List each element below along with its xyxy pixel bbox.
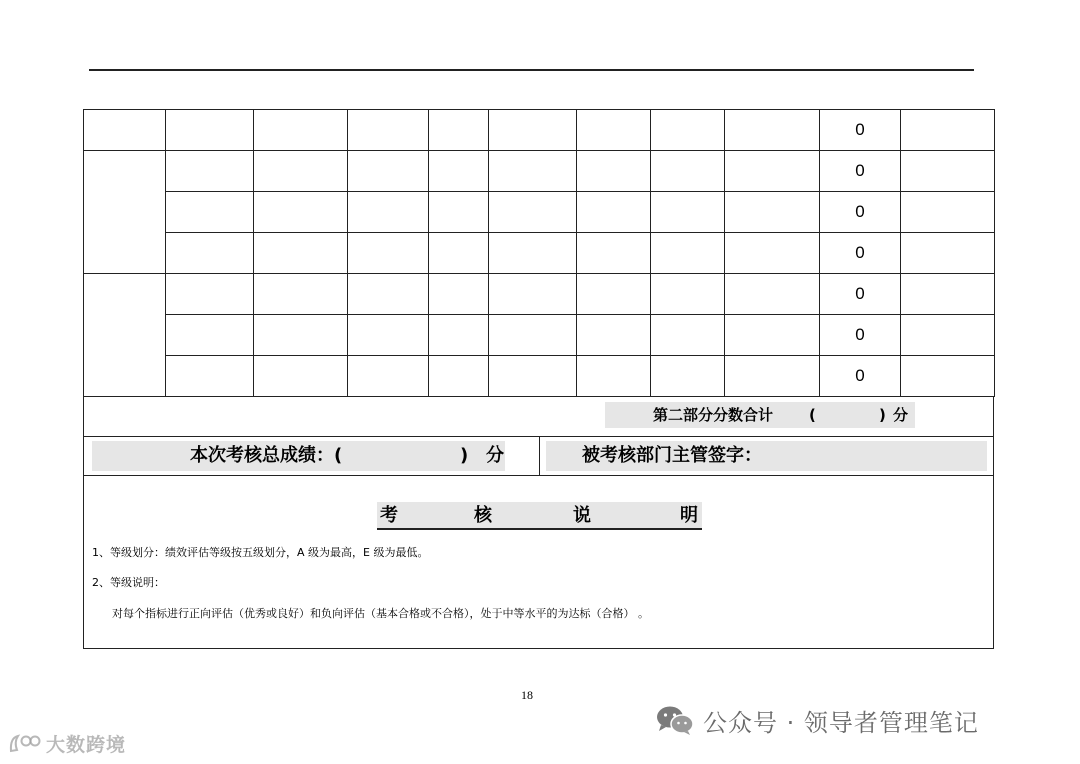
table-cell bbox=[651, 233, 725, 274]
table-cell bbox=[429, 315, 489, 356]
table-cell bbox=[254, 110, 348, 151]
total-close-paren: ) bbox=[460, 445, 469, 466]
table-cell bbox=[254, 356, 348, 397]
table-row bbox=[84, 315, 995, 356]
table-cell bbox=[254, 233, 348, 274]
table-row bbox=[84, 151, 995, 192]
subtotal-open-paren: ( bbox=[809, 406, 816, 424]
table-cell bbox=[651, 192, 725, 233]
table-cell bbox=[348, 315, 429, 356]
table-cell bbox=[489, 110, 577, 151]
table-cell bbox=[429, 192, 489, 233]
table-cell bbox=[166, 315, 254, 356]
table-cell bbox=[429, 233, 489, 274]
score-cell: 0 bbox=[820, 110, 901, 151]
table-cell bbox=[725, 356, 820, 397]
table-cell bbox=[348, 233, 429, 274]
notes-title-char: 考 bbox=[380, 505, 398, 526]
assessment-table bbox=[83, 109, 995, 397]
table-cell bbox=[166, 356, 254, 397]
total-unit: 分 bbox=[486, 445, 504, 466]
table-cell bbox=[166, 110, 254, 151]
table-cell bbox=[651, 315, 725, 356]
watermark-right-text: 公众号 · 领导者管理笔记 bbox=[703, 708, 979, 737]
table-cell bbox=[725, 315, 820, 356]
note-line: 2、等级说明： bbox=[92, 576, 165, 589]
table-cell bbox=[725, 274, 820, 315]
table-cell bbox=[348, 274, 429, 315]
score-cell: 0 bbox=[820, 274, 901, 315]
notes-section bbox=[83, 475, 994, 649]
subtotal-close-paren: ) bbox=[879, 406, 886, 424]
table-cell bbox=[489, 315, 577, 356]
table-cell bbox=[725, 151, 820, 192]
table-cell bbox=[489, 356, 577, 397]
group-cell bbox=[84, 274, 166, 397]
table-cell bbox=[901, 274, 995, 315]
table-cell bbox=[901, 233, 995, 274]
subtotal-label: 第二部分分数合计 bbox=[605, 402, 821, 428]
score-cell: 0 bbox=[820, 356, 901, 397]
table-cell bbox=[254, 151, 348, 192]
table-row bbox=[84, 110, 995, 151]
table-row bbox=[84, 356, 995, 397]
table-cell bbox=[725, 110, 820, 151]
watermark-left bbox=[8, 730, 126, 756]
table-row bbox=[84, 192, 995, 233]
wechat-icon bbox=[655, 704, 695, 736]
table-cell bbox=[901, 356, 995, 397]
score-cell: 0 bbox=[820, 192, 901, 233]
table-cell bbox=[651, 274, 725, 315]
table-cell bbox=[429, 274, 489, 315]
notes-title bbox=[377, 502, 702, 530]
table-cell bbox=[489, 151, 577, 192]
table-row bbox=[84, 274, 995, 315]
table-cell bbox=[651, 356, 725, 397]
table-cell bbox=[254, 274, 348, 315]
table-cell bbox=[577, 151, 651, 192]
table-cell bbox=[577, 192, 651, 233]
signature-field[interactable] bbox=[546, 441, 987, 471]
notes-title-char: 明 bbox=[680, 505, 698, 526]
subtotal-score-field[interactable] bbox=[800, 402, 915, 428]
table-cell bbox=[429, 110, 489, 151]
table-cell bbox=[166, 151, 254, 192]
score-cell: 0 bbox=[820, 151, 901, 192]
table-cell bbox=[348, 151, 429, 192]
header-rule bbox=[89, 69, 974, 71]
table-cell bbox=[166, 192, 254, 233]
page-number: 18 bbox=[521, 688, 533, 702]
table-cell bbox=[651, 110, 725, 151]
group-cell bbox=[84, 151, 166, 274]
table-cell bbox=[725, 192, 820, 233]
table-cell bbox=[348, 110, 429, 151]
table-cell bbox=[901, 151, 995, 192]
table-cell bbox=[489, 192, 577, 233]
subtotal-row bbox=[83, 396, 994, 436]
notes-title-char: 核 bbox=[474, 505, 492, 526]
table-cell bbox=[429, 151, 489, 192]
table-cell bbox=[725, 233, 820, 274]
table-cell bbox=[254, 192, 348, 233]
note-line: 对每个指标进行正向评估（优秀或良好）和负向评估（基本合格或不合格），处于中等水平的为达标（合格） 。 bbox=[112, 607, 649, 620]
subtotal-unit: 分 bbox=[893, 406, 909, 424]
table-row bbox=[84, 233, 995, 274]
total-divider bbox=[539, 437, 540, 475]
table-cell bbox=[577, 274, 651, 315]
table-cell bbox=[348, 356, 429, 397]
table-cell bbox=[429, 356, 489, 397]
note-line: 1、等级划分：绩效评估等级按五级划分，A 级为最高，E 级为最低。 bbox=[92, 546, 429, 559]
score-cell: 0 bbox=[820, 315, 901, 356]
table-cell bbox=[577, 110, 651, 151]
bigdata-logo-icon bbox=[8, 732, 42, 754]
table-cell bbox=[901, 192, 995, 233]
table-cell bbox=[254, 315, 348, 356]
signature-label: 被考核部门主管签字： bbox=[582, 445, 762, 466]
total-score-label: 本次考核总成绩：( bbox=[190, 445, 343, 466]
total-score-field[interactable] bbox=[92, 441, 505, 471]
notes-title-char: 说 bbox=[573, 505, 591, 526]
watermark-left-text: 大数跨境 bbox=[46, 733, 127, 756]
table-cell bbox=[577, 315, 651, 356]
table-cell bbox=[577, 233, 651, 274]
table-cell bbox=[489, 233, 577, 274]
table-cell bbox=[577, 356, 651, 397]
table-cell bbox=[166, 274, 254, 315]
table-cell bbox=[489, 274, 577, 315]
table-cell bbox=[84, 110, 166, 151]
table-cell bbox=[901, 110, 995, 151]
table-cell bbox=[651, 151, 725, 192]
table-cell bbox=[901, 315, 995, 356]
table-cell bbox=[348, 192, 429, 233]
score-cell: 0 bbox=[820, 233, 901, 274]
total-row bbox=[83, 436, 994, 476]
watermark-right bbox=[655, 703, 979, 737]
table-cell bbox=[166, 233, 254, 274]
